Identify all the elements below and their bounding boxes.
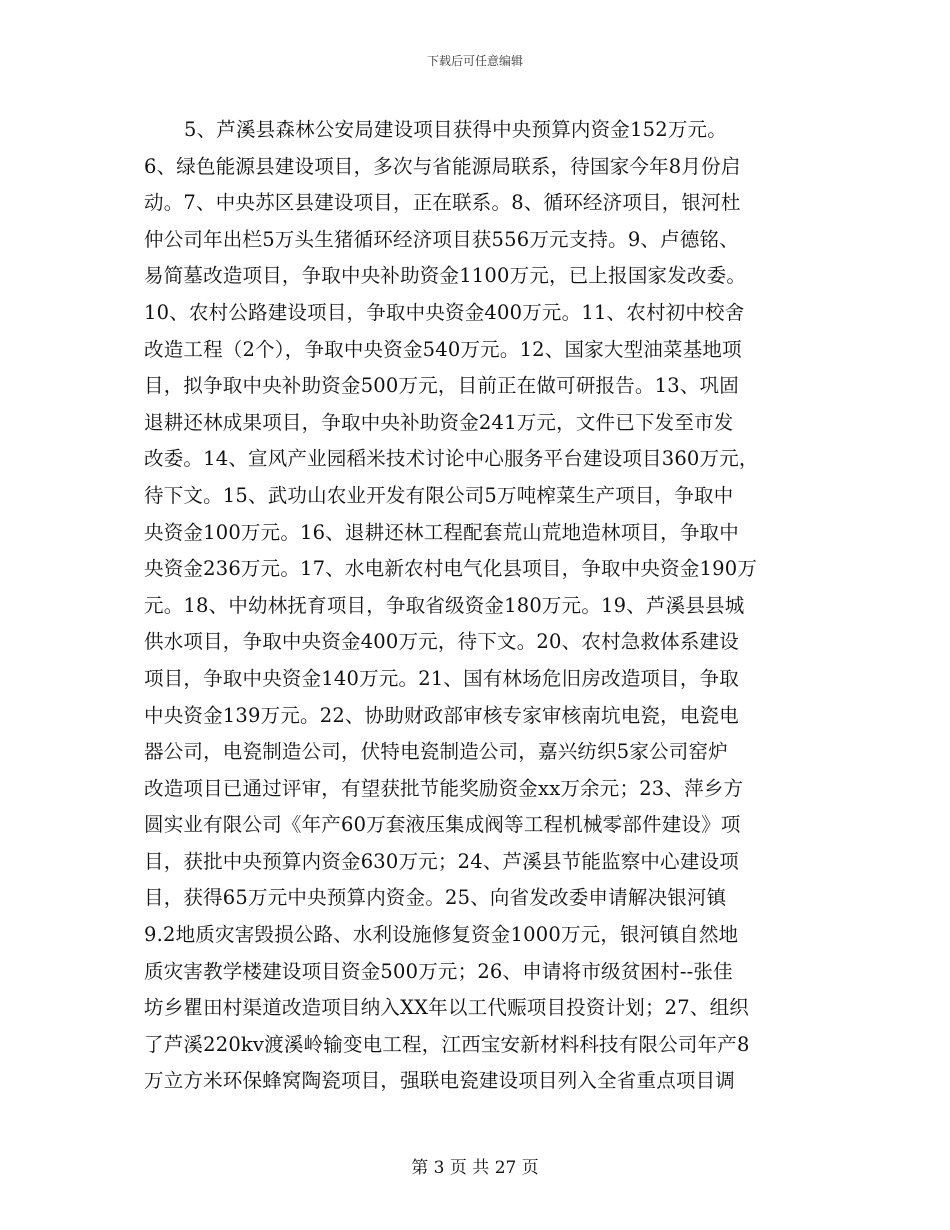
body-line: 央资金100万元。16、退耕还林工程配套荒山荒地造林项目，争取中 (144, 520, 739, 544)
body-line: 易简墓改造项目，争取中央补助资金1100万元，已上报国家发改委。 (144, 264, 747, 288)
page-number-footer: 第 3 页 共 27 页 (411, 1158, 539, 1178)
body-line: 器公司，电瓷制造公司，伏特电瓷制造公司，嘉兴纺织5家公司窑炉 (144, 740, 728, 764)
body-line: 待下文。15、武功山农业开发有限公司5万吨榨菜生产项目，争取中 (144, 483, 734, 507)
body-line: 10、农村公路建设项目，争取中央资金400万元。11、农村初中校舍 (144, 300, 745, 324)
body-line: 中央资金139万元。22、协助财政部审核专家审核南坑电瓷，电瓷电 (144, 703, 739, 727)
body-line: 圆实业有限公司《年产60万套液压集成阀等工程机械零部件建设》项 (144, 813, 741, 837)
body-line: 9.2地质灾害毁损公路、水利设施修复资金1000万元，银河镇自然地 (144, 923, 739, 947)
body-line: 央资金236万元。17、水电新农村电气化县项目，争取中央资金190万 (144, 557, 758, 581)
body-line: 万立方米环保蜂窝陶瓷项目，强联电瓷建设项目列入全省重点项目调 (144, 1069, 736, 1093)
body-line: 坊乡瞿田村渠道改造项目纳入XX年以工代赈项目投资计划；27、组织 (144, 996, 749, 1020)
body-line: 6、绿色能源县建设项目，多次与省能源局联系，待国家今年8月份启 (144, 154, 741, 178)
body-line: 改委。14、宣风产业园稻米技术讨论中心服务平台建设项目360万元， (144, 447, 759, 471)
body-line: 动。7、中央苏区县建设项目，正在联系。8、循环经济项目，银河杜 (144, 191, 741, 215)
page-header-note: 下载后可任意编辑 (426, 54, 523, 68)
body-line: 目，拟争取中央补助资金500万元，目前正在做可研报告。13、巩固 (144, 374, 739, 398)
body-line: 质灾害教学楼建设项目资金500万元；26、申请将市级贫困村--张佳 (144, 959, 733, 983)
document-body (144, 112, 816, 1100)
body-line: 改造工程（2个），争取中央资金540万元。12、国家大型油菜基地项 (144, 337, 742, 361)
body-line: 供水项目，争取中央资金400万元，待下文。20、农村急救体系建设 (144, 630, 739, 654)
body-line: 仲公司年出栏5万头生猪循环经济项目获556万元支持。9、卢德铭、 (144, 227, 739, 251)
body-line: 元。18、中幼林抚育项目，争取省级资金180万元。19、芦溪县县城 (144, 593, 745, 617)
body-line: 项目，争取中央资金140万元。21、国有林场危旧房改造项目，争取 (144, 666, 739, 690)
body-line: 目，获批中央预算内资金630万元；24、芦溪县节能监察中心建设项 (144, 849, 739, 873)
body-line: 5、芦溪县森林公安局建设项目获得中央预算内资金152万元。 (184, 118, 727, 141)
body-line: 目，获得65万元中央预算内资金。25、向省发改委申请解决银河镇 (144, 886, 727, 910)
body-line: 改造项目已通过评审，有望获批节能奖励资金xx万余元；23、萍乡方 (144, 776, 744, 800)
body-line: 退耕还林成果项目，争取中央补助资金241万元，文件已下发至市发 (144, 410, 734, 434)
body-line: 了芦溪220kv渡溪岭输变电工程，江西宝安新材料科技有限公司年产8 (144, 1032, 750, 1056)
